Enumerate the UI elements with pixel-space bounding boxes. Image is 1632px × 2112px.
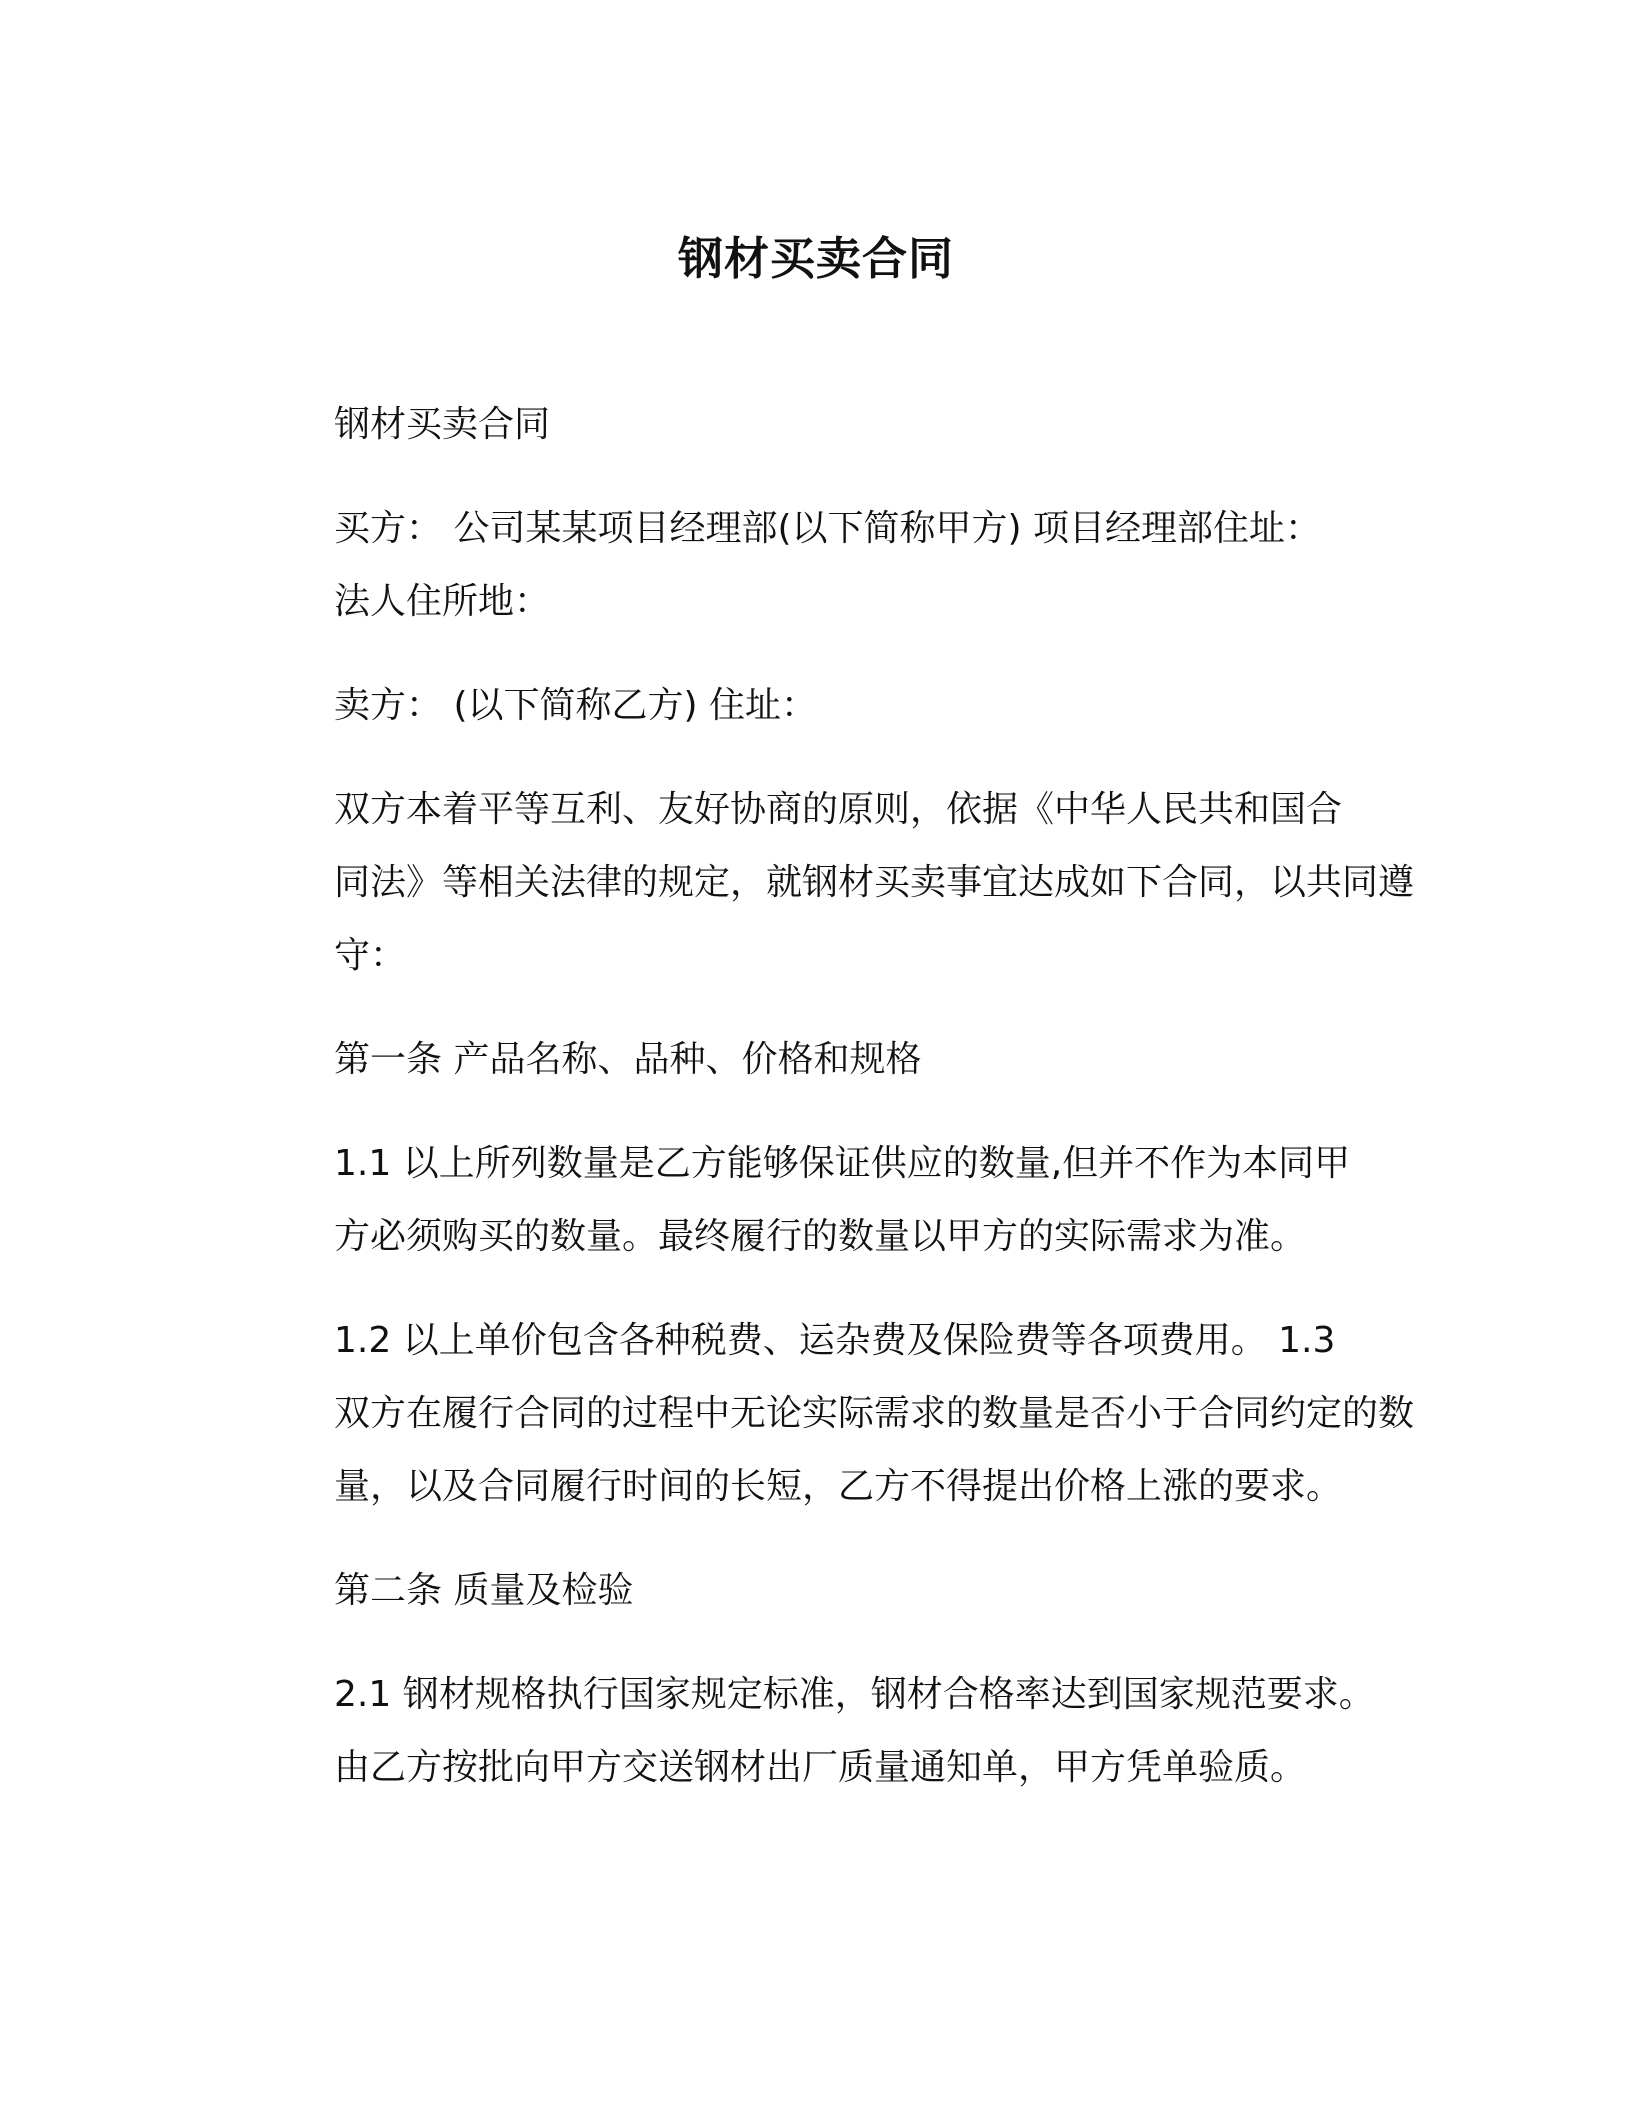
paragraph-line: 法人住所地： — [334, 581, 551, 622]
paragraph-preamble — [238, 773, 1415, 992]
article-1-heading — [238, 1023, 1388, 1096]
paragraph-line: 双方本着平等互利、友好协商的原则，依据《中华人民共和国合 — [334, 789, 1343, 830]
document-body — [238, 388, 1415, 1835]
paragraph-line: 守： — [334, 935, 407, 976]
paragraph-subtitle — [238, 388, 1388, 461]
article-2-heading — [238, 1554, 1388, 1627]
paragraph-line: 量，以及合同履行时间的长短，乙方不得提出价格上涨的要求。 — [334, 1466, 1343, 1507]
paragraph-line: 第二条 质量及检验 — [334, 1570, 634, 1611]
paragraph-line: 钢材买卖合同 — [334, 404, 551, 445]
clause-1-2 — [238, 1304, 1415, 1523]
paragraph-line: 买方： 公司某某项目经理部(以下简称甲方) 项目经理部住址： — [334, 508, 1321, 549]
paragraph-line: 卖方： (以下简称乙方) 住址： — [334, 685, 817, 726]
paragraph-seller — [238, 669, 1388, 742]
paragraph-line: 第一条 产品名称、品种、价格和规格 — [334, 1039, 922, 1080]
paragraph-line: 双方在履行合同的过程中无论实际需求的数量是否小于合同约定的数 — [334, 1393, 1415, 1434]
document-title: 钢材买卖合同 — [677, 232, 954, 285]
paragraph-line: 由乙方按批向甲方交送钢材出厂质量通知单，甲方凭单验质。 — [334, 1747, 1307, 1788]
paragraph-line: 同法》等相关法律的规定，就钢材买卖事宜达成如下合同，以共同遵 — [334, 862, 1415, 903]
paragraph-line: 2.1 钢材规格执行国家规定标准，钢材合格率达到国家规范要求。 — [334, 1674, 1375, 1715]
clause-1-1 — [238, 1127, 1388, 1273]
clause-2-1 — [238, 1658, 1388, 1804]
paragraph-buyer — [238, 492, 1388, 638]
paragraph-line: 1.1 以上所列数量是乙方能够保证供应的数量,但并不作为本同甲 — [334, 1143, 1351, 1184]
paragraph-line: 1.2 以上单价包含各种税费、运杂费及保险费等各项费用。 1.3 — [334, 1320, 1336, 1361]
paragraph-line: 方必须购买的数量。最终履行的数量以甲方的实际需求为准。 — [334, 1216, 1307, 1257]
